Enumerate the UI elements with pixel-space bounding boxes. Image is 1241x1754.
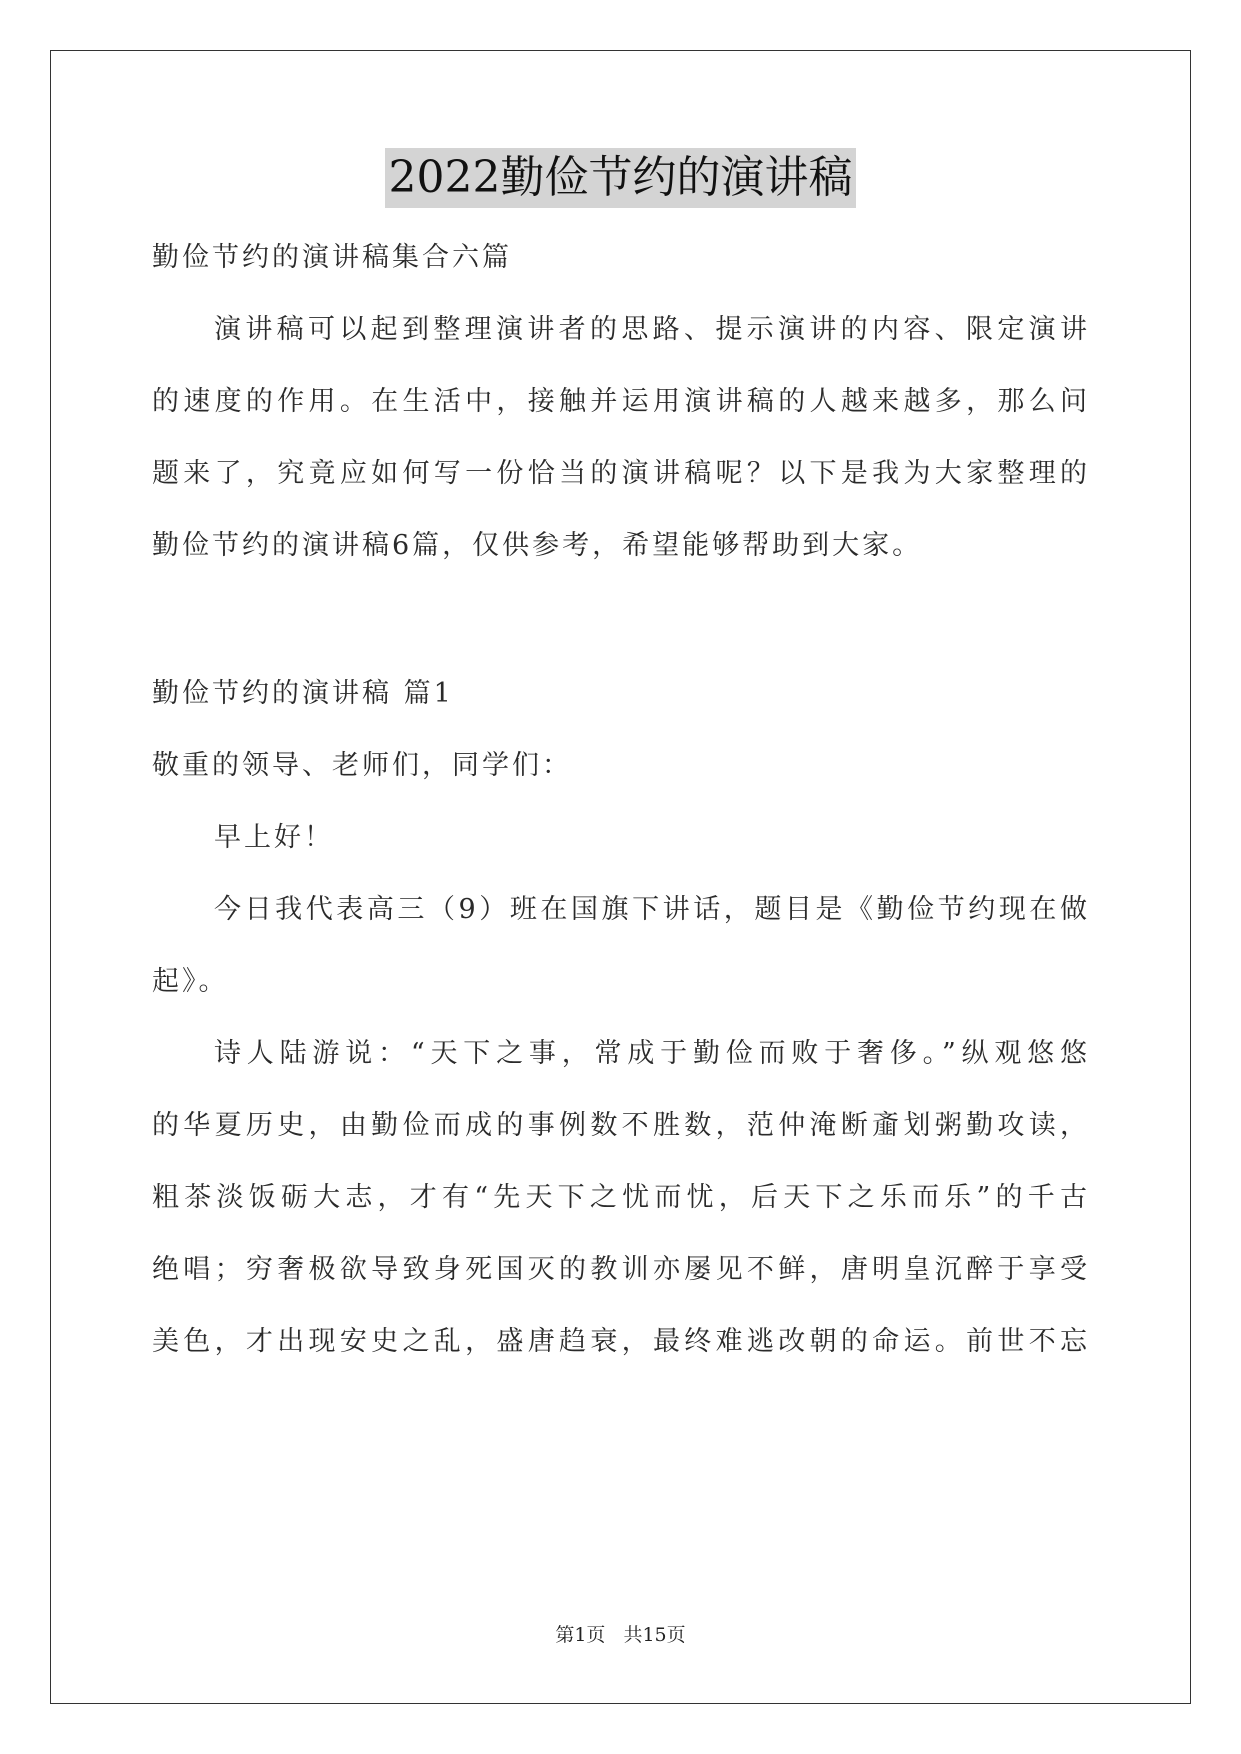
para1-line-2: 起》。 — [152, 966, 229, 997]
greeting: 早上好！ — [214, 822, 334, 853]
page-footer — [0, 1620, 1241, 1647]
intro-line-1: 演讲稿可以起到整理演讲者的思路、提示演讲的内容、限定演讲 — [214, 314, 1090, 345]
page-total: 共15页 — [623, 1624, 686, 1646]
para2-line-2: 的华夏历史，由勤俭而成的事例数不胜数，范仲淹断齑划粥勤攻读， — [152, 1110, 1090, 1141]
para2-line-5: 美色，才出现安史之乱，盛唐趋衰，最终难逃改朝的命运。前世不忘 — [152, 1326, 1090, 1357]
para2-line-4: 绝唱；穷奢极欲导致身死国灭的教训亦屡见不鲜，唐明皇沉醉于享受 — [152, 1254, 1090, 1285]
page-border — [50, 50, 1191, 1704]
intro-line-4: 勤俭节约的演讲稿6篇，仅供参考，希望能够帮助到大家。 — [152, 530, 923, 561]
para1-line-1: 今日我代表高三（9）班在国旗下讲话，题目是《勤俭节约现在做 — [214, 894, 1090, 925]
salutation: 敬重的领导、老师们，同学们： — [152, 750, 572, 781]
page-number: 第1页 — [555, 1624, 606, 1646]
section-heading: 勤俭节约的演讲稿 篇1 — [152, 678, 454, 709]
para2-line-3: 粗茶淡饭砺大志，才有“先天下之忧而忧，后天下之乐而乐”的千古 — [152, 1182, 1090, 1213]
subtitle: 勤俭节约的演讲稿集合六篇 — [152, 242, 512, 273]
intro-line-3: 题来了，究竟应如何写一份恰当的演讲稿呢？以下是我为大家整理的 — [152, 458, 1090, 489]
intro-line-2: 的速度的作用。在生活中，接触并运用演讲稿的人越来越多，那么问 — [152, 386, 1090, 417]
document-title: 2022勤俭节约的演讲稿 — [385, 148, 857, 208]
title-container — [0, 148, 1241, 208]
para2-line-1: 诗人陆游说：“天下之事，常成于勤俭而败于奢侈。”纵观悠悠 — [214, 1038, 1090, 1069]
